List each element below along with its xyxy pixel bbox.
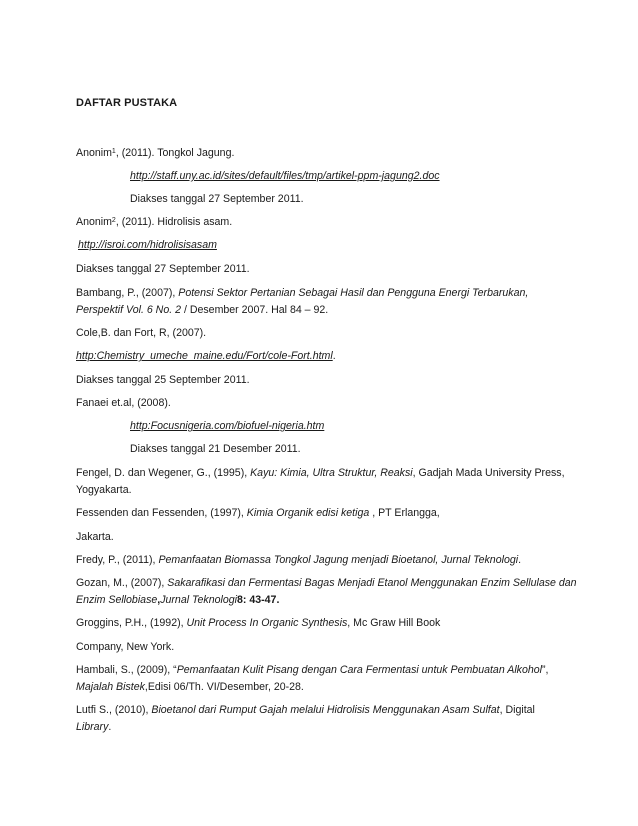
ref-anonim2-citation: Anonim$^2$, (2011). Hidrolisis asam. — [76, 216, 233, 228]
ref-bambang-line2: Perspektif Vol. 6 No. 2 / Desember 2007. Hal 84 – 92. — [76, 304, 329, 316]
ref-cole-citation: Cole,B. dan Fort, R, (2007). — [76, 327, 207, 339]
ref-lutfi-line1: Lutfi S., (2010), Bioetanol dari Rumput Gajah melalui Hidrolisis Menggunakan Asam Sulfat, Digital — [76, 704, 535, 716]
ref-fanaei-access: Diakses tanggal 21 Desember 2011. — [130, 443, 301, 455]
ref-fengel-line1: Fengel, D. dan Wegener, G., (1995), Kayu: Kimia, Ultra Struktur, Reaksi, Gadjah Mada University Press, — [76, 467, 565, 479]
ref-cole-url[interactable]: http:Chemistry_umeche_maine.edu/Fort/cole-Fort.html. — [76, 350, 336, 362]
ref-anonim1-access: Diakses tanggal 27 September 2011. — [130, 193, 304, 205]
page-title: DAFTAR PUSTAKA — [76, 97, 178, 109]
ref-gozan-line1: Gozan, M., (2007), Sakarafikasi dan Fermentasi Bagas Menjadi Etanol Menggunakan Enzim Sellulase dan — [76, 577, 577, 589]
ref-cole-access: Diakses tanggal 25 September 2011. — [76, 374, 250, 386]
ref-fessenden-line2: Jakarta. — [76, 531, 114, 543]
ref-lutfi-line2: Library. — [76, 721, 112, 733]
ref-fengel-line2: Yogyakarta. — [76, 484, 132, 496]
ref-groggins-line1: Groggins, P.H., (1992), Unit Process In Organic Synthesis, Mc Graw Hill Book — [76, 617, 441, 629]
ref-gozan-line2: Enzim Sellobiase,Jurnal Teknologi8: 43-47. — [76, 594, 280, 606]
ref-fanaei-url[interactable]: http:Focusnigeria.com/biofuel-nigeria.htm — [130, 420, 325, 432]
ref-anonim2-access: Diakses tanggal 27 September 2011. — [76, 263, 250, 275]
ref-anonim2-url[interactable]: http://isroi.com/hidrolisisasam — [78, 239, 217, 251]
ref-fessenden-line1: Fessenden dan Fessenden, (1997), Kimia Organik edisi ketiga , PT Erlangga, — [76, 507, 440, 519]
ref-anonim1-url[interactable]: http://staff.uny.ac.id/sites/default/files/tmp/artikel-ppm-jagung2.doc — [130, 170, 440, 182]
ref-fanaei-citation: Fanaei et.al, (2008). — [76, 397, 171, 409]
ref-hambali-line1: Hambali, S., (2009), “Pemanfaatan Kulit Pisang dengan Cara Fermentasi untuk Pembuatan Alkohol”, — [76, 664, 549, 676]
ref-anonim1-citation: Anonim$^1$, (2011). Tongkol Jagung. — [76, 147, 235, 159]
ref-bambang-line1: Bambang, P., (2007), Potensi Sektor Pertanian Sebagai Hasil dan Pengguna Energi Terbarukan, — [76, 287, 529, 299]
ref-fredy: Fredy, P., (2011), Pemanfaatan Biomassa Tongkol Jagung menjadi Bioetanol, Jurnal Teknologi. — [76, 554, 522, 566]
ref-groggins-line2: Company, New York. — [76, 641, 175, 653]
ref-hambali-line2: Majalah Bistek,Edisi 06/Th. VI/Desember, 20-28. — [76, 681, 304, 693]
